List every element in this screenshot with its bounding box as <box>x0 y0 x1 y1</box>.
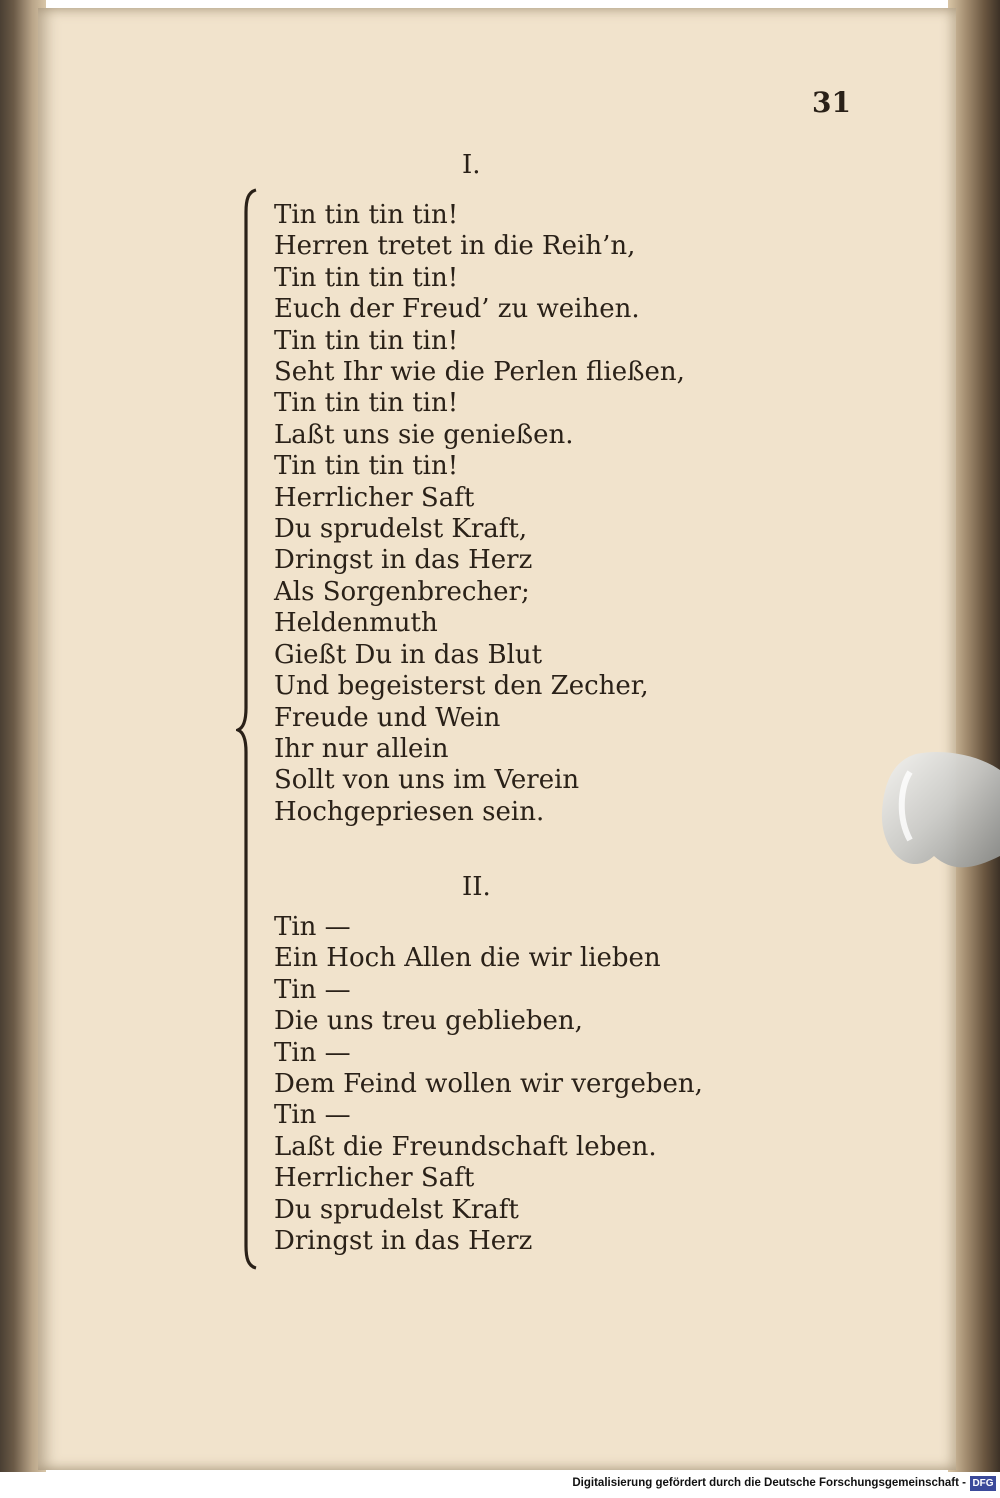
verse-line: Als Sorgenbrecher; <box>274 576 530 607</box>
verse-line: Du sprudelst Kraft, <box>274 514 528 545</box>
page-number: 31 <box>812 86 851 119</box>
verse-line: Ihr nur allein <box>274 733 449 764</box>
verse-line: Und begeisterst den Zecher, <box>274 671 649 702</box>
footer-credit-text: Digitalisierung gefördert durch die Deutsche Forschungsgemeinschaft - <box>572 1477 966 1489</box>
section-one-heading: I. <box>462 150 481 180</box>
verse-line: Tin — <box>274 912 351 942</box>
verse-line: Dringst in das Herz <box>274 1226 533 1257</box>
dfg-logo-icon: DFG <box>970 1476 996 1491</box>
glass-page-holder-icon <box>876 748 1000 884</box>
verse-line: Tin tin tin tin! <box>274 325 459 356</box>
verse-line: Heldenmuth <box>274 608 438 639</box>
footer-credit-bar <box>0 1472 1000 1498</box>
verse-line: Seht Ihr wie die Perlen fließen, <box>274 357 685 388</box>
verse-line: Herrlicher Saft <box>274 482 475 513</box>
verse-line: Tin — <box>274 1037 351 1068</box>
verse-block-one <box>274 200 685 828</box>
verse-line: Herrlicher Saft <box>274 1163 475 1194</box>
verse-line: Sollt von uns im Verein <box>274 765 580 796</box>
verse-line: Ein Hoch Allen die wir lieben <box>274 943 661 974</box>
verse-line: Tin tin tin tin! <box>274 262 459 293</box>
verse-line: Gießt Du in das Blut <box>274 639 543 670</box>
verse-line: Laßt die Freundschaft leben. <box>274 1131 657 1162</box>
verse-line: Tin tin tin tin! <box>274 200 459 230</box>
verse-line: Tin tin tin tin! <box>274 388 459 419</box>
verse-line: Hochgepriesen sein. <box>274 796 545 827</box>
verse-line: Dem Feind wollen wir vergeben, <box>274 1069 703 1100</box>
verse-line: Euch der Freud’ zu weihen. <box>274 294 640 325</box>
verse-brace <box>236 188 260 1270</box>
verse-line: Die uns treu geblieben, <box>274 1006 583 1037</box>
verse-line: Laßt uns sie genießen. <box>274 419 574 450</box>
section-two-heading: II. <box>462 872 491 902</box>
verse-line: Tin — <box>274 974 351 1005</box>
verse-line: Freude und Wein <box>274 702 501 733</box>
verse-line: Herren tretet in die Reih’n, <box>274 231 636 262</box>
verse-line: Tin tin tin tin! <box>274 451 459 482</box>
verse-line: Dringst in das Herz <box>274 545 533 576</box>
verse-line: Du sprudelst Kraft <box>274 1194 519 1225</box>
verse-block-two <box>274 912 703 1257</box>
verse-line: Tin — <box>274 1100 351 1131</box>
